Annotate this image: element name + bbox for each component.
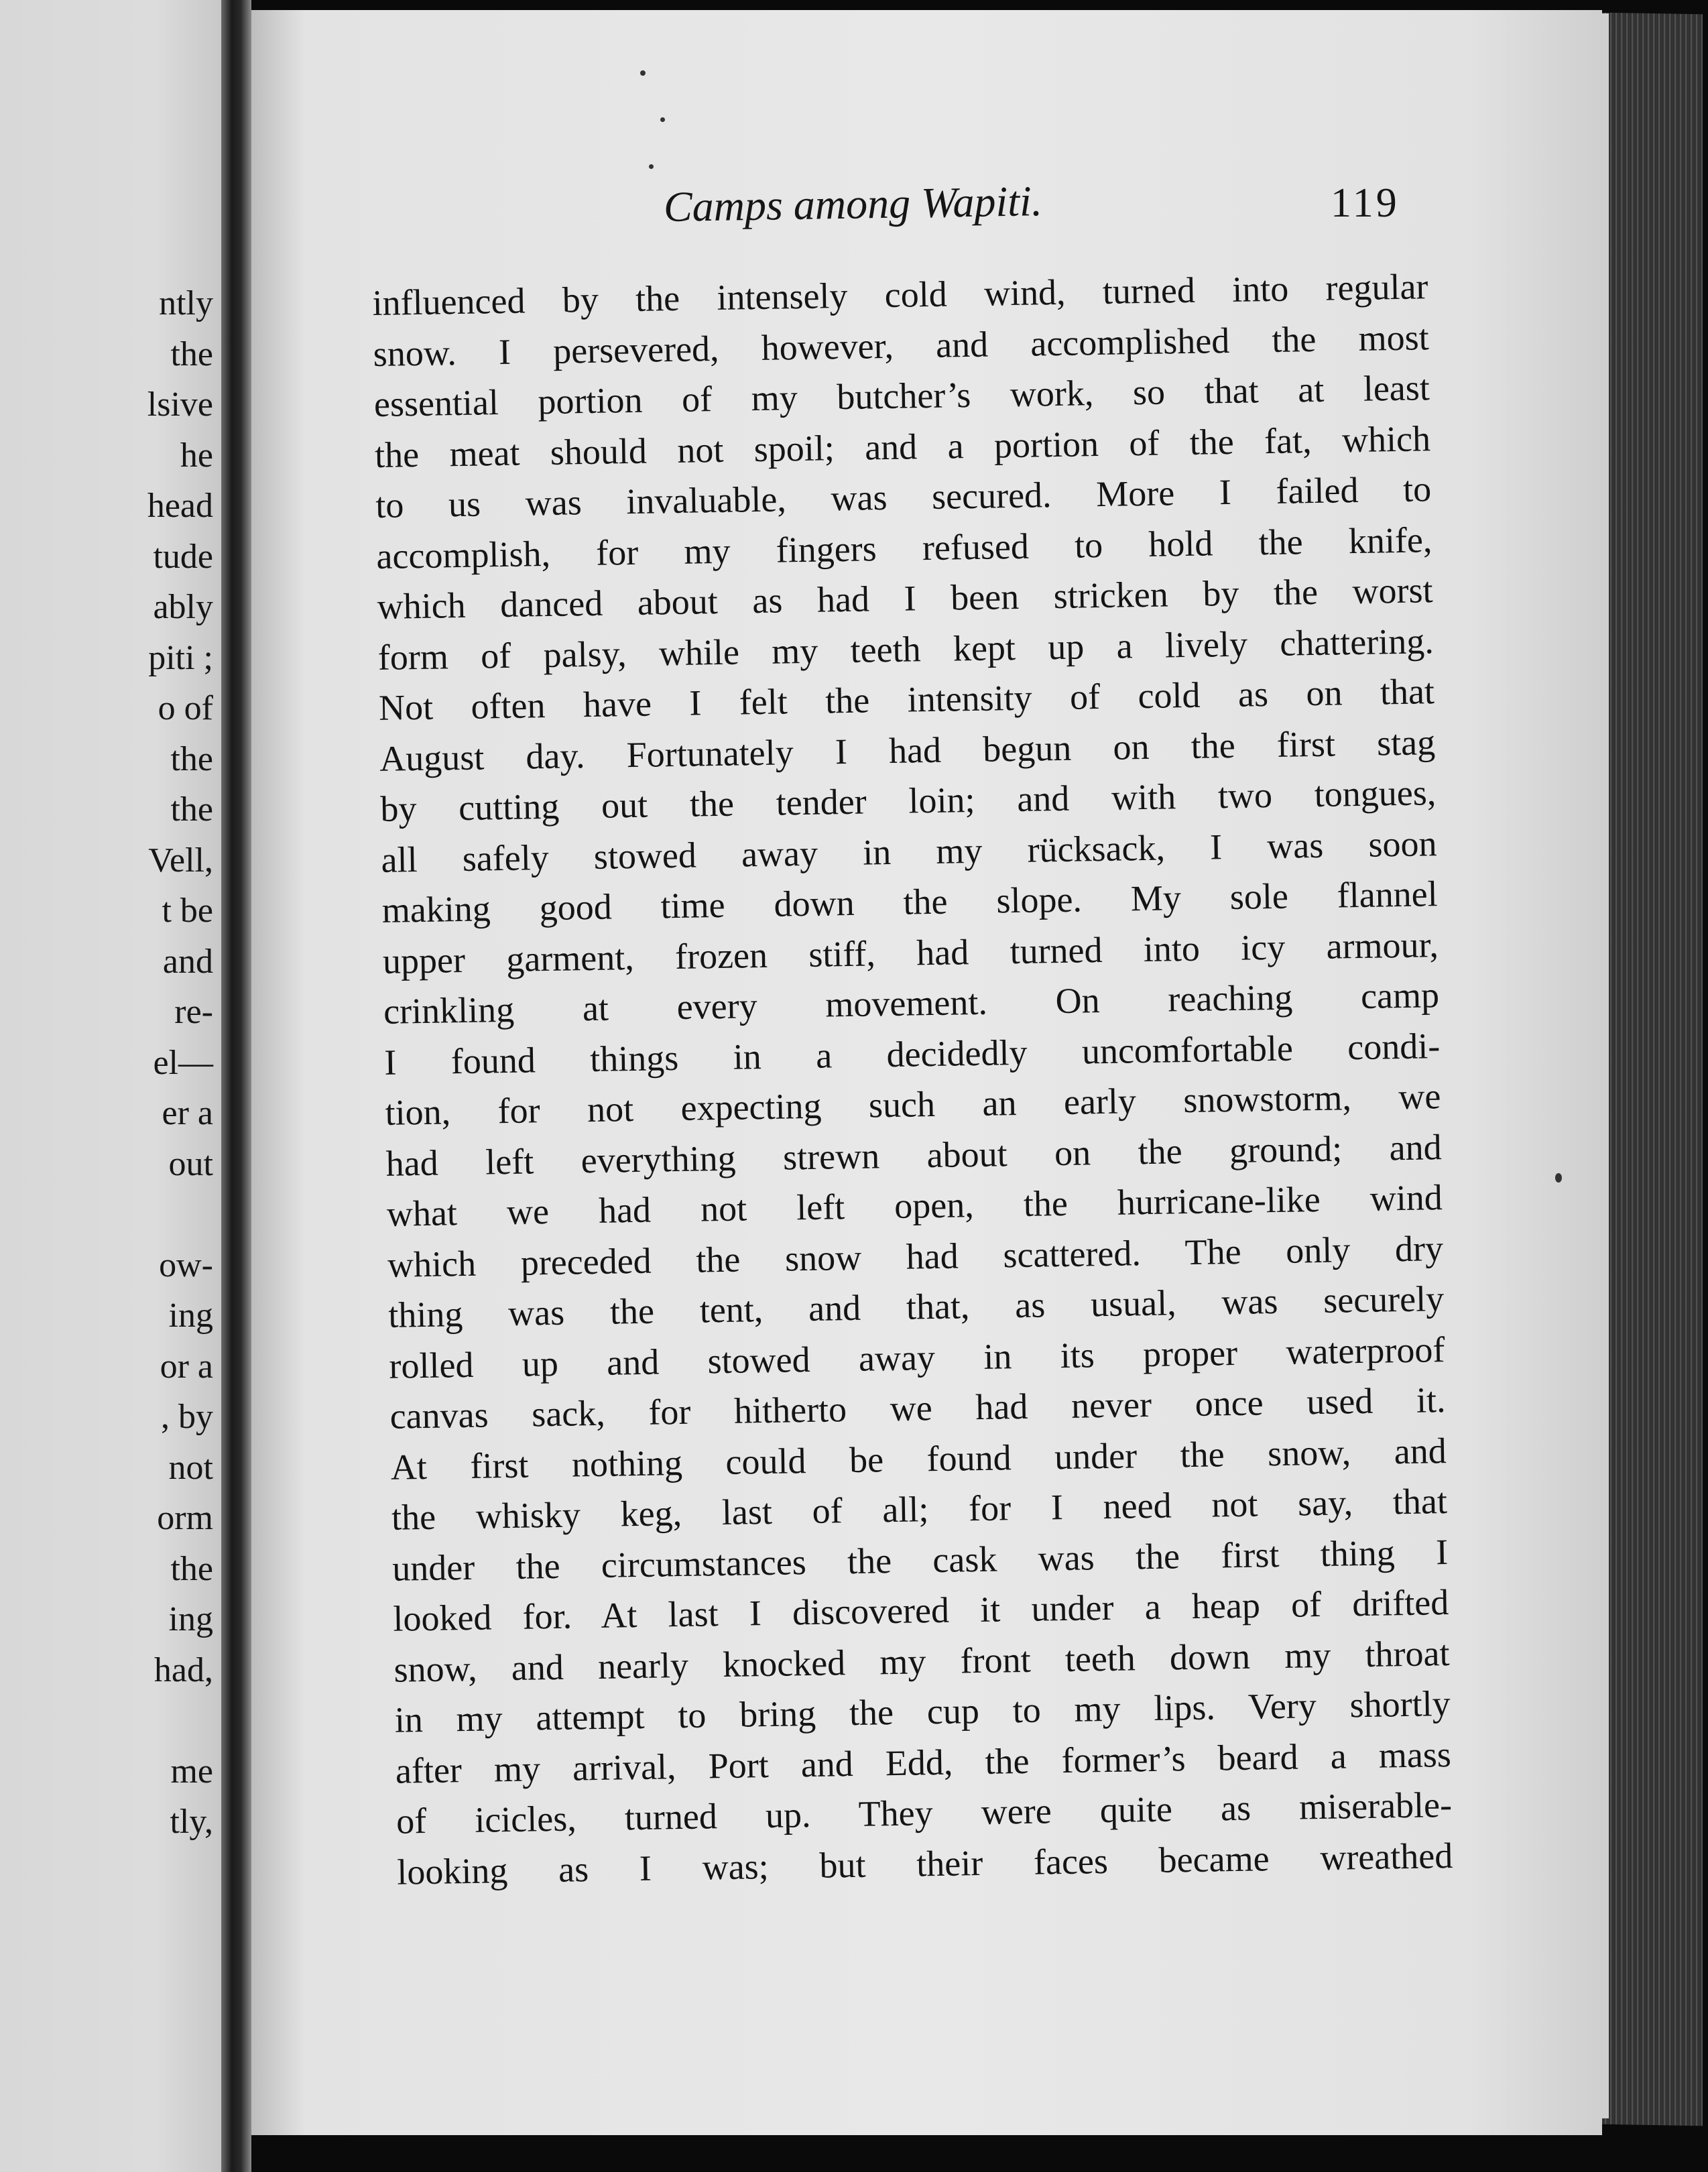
- text-line: the meat should not spoil; and a portion of the fat, which: [374, 418, 1431, 475]
- left-page: [0, 0, 221, 2172]
- text-line: what we had not left open, the hurricane-like wind: [386, 1177, 1443, 1234]
- text-line: crinkling at every movement. On reaching camp: [383, 975, 1440, 1032]
- left-page-line: not: [168, 1448, 213, 1487]
- text-line: snow. I persevered, however, and accomplished the most: [373, 316, 1430, 374]
- left-page-line: had,: [154, 1650, 213, 1689]
- left-page-line: orm: [157, 1499, 213, 1537]
- text-line: canvas sack, for hitherto we had never once used it.: [389, 1380, 1446, 1437]
- left-page-line: out: [168, 1144, 213, 1183]
- left-page-line: re-: [174, 993, 213, 1031]
- text-line: tion, for not expecting such an early snowstorm, we: [385, 1076, 1441, 1133]
- text-line: At first nothing could be found under the snow, and: [390, 1430, 1447, 1488]
- text-line: making good time down the slope. My sole flannel: [381, 873, 1439, 930]
- left-page-line: o of: [158, 689, 213, 727]
- text-line: accomplish, for my fingers refused to hold the knife,: [376, 519, 1432, 577]
- ink-speck: [1555, 1173, 1562, 1183]
- left-page-text: [147, 278, 213, 1848]
- text-line: which preceded the snow had scattered. The only dry: [387, 1227, 1444, 1285]
- text-line: rolled up and stowed away in its proper waterproof: [389, 1329, 1445, 1386]
- left-page-line: the: [170, 1549, 213, 1588]
- text-line: looking as I was; but their faces became wreathed: [396, 1835, 1453, 1892]
- left-page-line: tly,: [170, 1803, 213, 1841]
- left-page-line: ably: [153, 588, 213, 626]
- left-page-line: , by: [161, 1398, 213, 1436]
- text-line: I found things in a decidedly uncomfortable condi-: [383, 1025, 1441, 1083]
- left-page-line: tude: [153, 537, 213, 576]
- ink-speck: [640, 70, 646, 76]
- text-line: to us was invaluable, was secured. More I failed to: [375, 469, 1432, 526]
- left-page-line: [147, 1189, 213, 1240]
- left-page-line: el—: [153, 1043, 213, 1082]
- ink-speck: [649, 164, 654, 169]
- text-line: in my attempt to bring the cup to my lips. Very shortly: [394, 1683, 1451, 1740]
- book-gutter: [221, 0, 251, 2172]
- page-number: 119: [1331, 180, 1400, 226]
- left-page-line: he: [180, 436, 213, 475]
- text-line: August day. Fortunately I had begun on the first stag: [379, 721, 1436, 779]
- text-line: the whisky keg, last of all; for I need not say, that: [391, 1481, 1448, 1538]
- page-edges: [1602, 13, 1703, 2126]
- text-line: after my arrival, Port and Edd, the former’s beard a mass: [395, 1734, 1452, 1791]
- text-line: thing was the tent, and that, as usual, was securely: [387, 1278, 1445, 1335]
- text-line: influenced by the intensely cold wind, turned into regular: [372, 266, 1428, 323]
- body-text: [372, 261, 1453, 1897]
- left-page-line: and: [162, 942, 213, 981]
- page-edge-highlight: [1601, 13, 1609, 2118]
- running-head: Camps among Wapiti.: [663, 177, 1043, 231]
- text-line: essential portion of my butcher’s work, so that at least: [373, 367, 1430, 424]
- left-page-line: me: [170, 1752, 213, 1791]
- left-page-line: ing: [168, 1600, 213, 1638]
- text-line: had left everything strewn about on the ground; and: [385, 1126, 1443, 1184]
- left-page-line: ntly: [159, 284, 213, 322]
- left-page-line: ow-: [159, 1246, 213, 1284]
- left-page-line: ing: [168, 1296, 213, 1335]
- text-line: by cutting out the tender loin; and with two tongues,: [379, 772, 1437, 829]
- left-page-line: piti ;: [148, 638, 213, 677]
- text-line: of icicles, turned up. They were quite as miserable-: [395, 1784, 1453, 1842]
- left-page-line: Vell,: [148, 841, 213, 880]
- text-line: which danced about as had I been stricken by the worst: [377, 570, 1433, 627]
- left-page-line: the: [170, 335, 213, 373]
- left-page-line: the: [170, 790, 213, 829]
- text-line: looked for. At last I discovered it under a heap of drifted: [392, 1582, 1449, 1639]
- left-page-line: head: [147, 487, 213, 525]
- left-page-line: the: [170, 739, 213, 778]
- left-page-line: [147, 1695, 213, 1746]
- text-line: form of palsy, while my teeth kept up a lively chattering.: [377, 620, 1435, 678]
- text-line: Not often have I felt the intensity of cold as on that: [378, 671, 1435, 728]
- left-page-line: or a: [160, 1347, 213, 1386]
- left-page-line: t be: [162, 892, 213, 930]
- text-line: all safely stowed away in my rücksack, I was soon: [381, 823, 1437, 880]
- text-line: under the circumstances the cask was the first thing I: [391, 1531, 1449, 1589]
- text-line: snow, and nearly knocked my front teeth down my throat: [393, 1632, 1450, 1690]
- ink-speck: [660, 117, 665, 122]
- left-page-line: er a: [162, 1094, 213, 1132]
- text-line: upper garment, frozen stiff, had turned into icy armour,: [382, 924, 1439, 981]
- left-page-line: lsive: [147, 385, 213, 424]
